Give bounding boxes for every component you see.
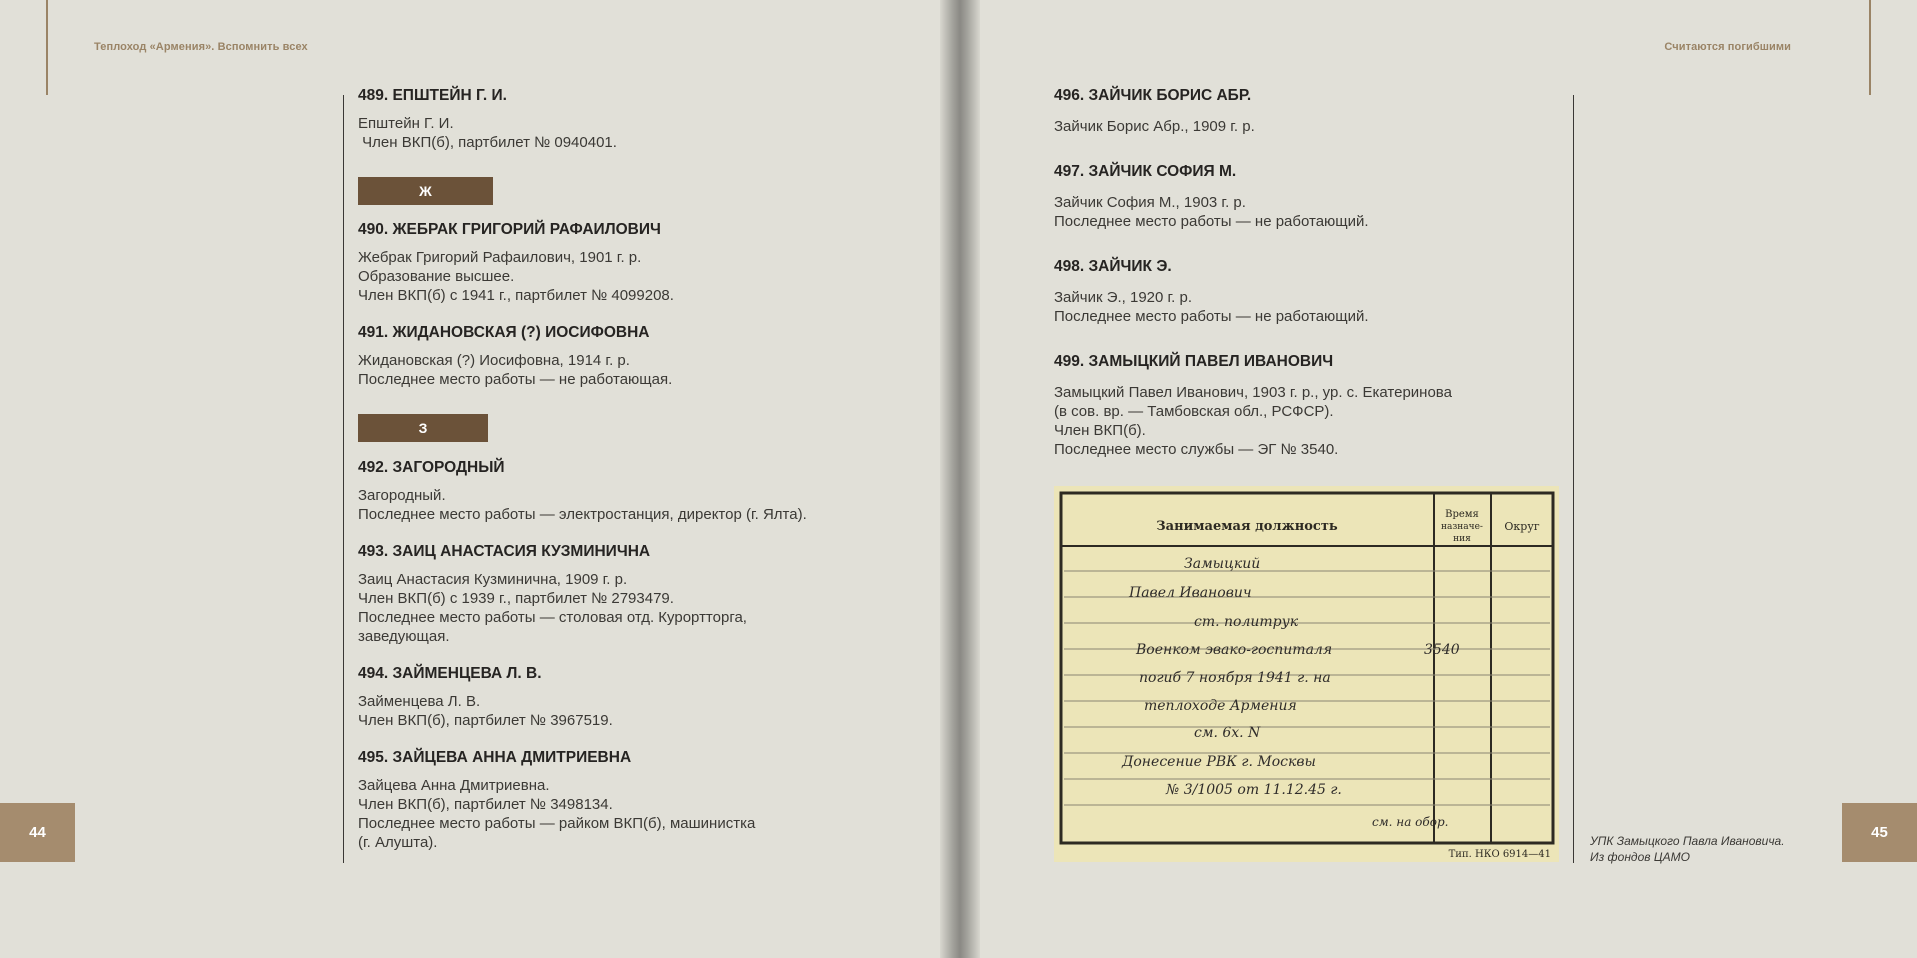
left-page <box>0 0 950 958</box>
entry-line: Зайчик Э., 1920 г. р. <box>1054 289 1193 306</box>
entry-title: 499. ЗАМЫЦКИЙ ПАВЕЛ ИВАНОВИЧ <box>1054 353 1334 370</box>
entry-body <box>1054 383 1554 459</box>
entry-line: Последнее место работы — не работающая. <box>358 371 673 388</box>
entry-line: Последнее место работы — не работающий. <box>1054 213 1369 230</box>
entry-line: Последнее место работы — столовая отд. Курортторга, <box>358 609 747 626</box>
entry-490 <box>358 220 918 305</box>
entry-title: 498. ЗАЙЧИК Э. <box>1054 258 1172 275</box>
handwriting-line: ст. политрук <box>1194 614 1299 630</box>
entry-body <box>1054 117 1554 136</box>
entry-line: Член ВКП(б), партбилет № 3967519. <box>358 712 613 729</box>
caption-line: УПК Замыцкого Павла Ивановича. <box>1590 834 1785 848</box>
entry-491 <box>358 323 918 389</box>
archive-card-image <box>1054 486 1559 862</box>
book-spine-gutter <box>940 0 980 958</box>
handwriting-line: 3540 <box>1424 642 1460 658</box>
entry-line: Последнее место работы — не работающий. <box>1054 308 1369 325</box>
entry-495 <box>358 748 918 852</box>
entry-line: Зайчик Борис Абр., 1909 г. р. <box>1054 118 1255 135</box>
card-print-footer: Тип. НКО 6914—41 <box>1448 849 1551 860</box>
entry-line: Член ВКП(б), партбилет № 3498134. <box>358 796 613 813</box>
entry-body <box>358 570 918 646</box>
left-text-column <box>358 86 918 852</box>
handwriting-line: Донесение РВК г. Москвы <box>1122 754 1316 770</box>
entry-line: Загородный. <box>358 487 446 504</box>
entry-title: 497. ЗАЙЧИК СОФИЯ М. <box>1054 163 1237 180</box>
handwriting-line: см. 6х. N <box>1194 725 1261 741</box>
handwriting-line: Павел Иванович <box>1129 585 1252 601</box>
caption-line: Из фондов ЦАМО <box>1590 850 1690 864</box>
left-running-title: Теплоход «Армения». Вспомнить всех <box>94 41 308 53</box>
entry-body <box>1054 193 1554 231</box>
page-number-left: 44 <box>0 803 75 862</box>
entry-line: Член ВКП(б). <box>1054 422 1146 439</box>
entry-492 <box>358 458 918 524</box>
entry-body <box>358 692 918 730</box>
handwriting-line: № 3/1005 от 11.12.45 г. <box>1166 782 1342 798</box>
entry-line: Член ВКП(б) с 1939 г., партбилет № 2793479. <box>358 590 674 607</box>
entry-title: 489. ЕПШТЕЙН Г. И. <box>358 87 507 104</box>
entry-498 <box>1054 257 1554 326</box>
handwriting-line: погиб 7 ноября 1941 г. на <box>1139 670 1331 686</box>
entry-line: Член ВКП(б) с 1941 г., партбилет № 4099208. <box>358 287 674 304</box>
card-col-time-label: ния <box>1453 534 1471 544</box>
entry-493 <box>358 542 918 646</box>
entry-line: (г. Алушта). <box>358 834 438 851</box>
entry-489 <box>358 86 918 152</box>
section-letter-zh: Ж <box>358 177 493 205</box>
right-text-column <box>1054 86 1554 459</box>
entry-line: Зайчик София М., 1903 г. р. <box>1054 194 1246 211</box>
entry-body <box>1054 288 1554 326</box>
page-number-right: 45 <box>1842 803 1917 862</box>
left-accent-line <box>46 0 48 95</box>
entry-title: 495. ЗАЙЦЕВА АННА ДМИТРИЕВНА <box>358 749 632 766</box>
entry-line: Последнее место службы — ЭГ № 3540. <box>1054 441 1339 458</box>
right-accent-line <box>1869 0 1871 95</box>
entry-title: 491. ЖИДАНОВСКАЯ (?) ИОСИФОВНА <box>358 324 650 341</box>
entry-line: Займенцева Л. В. <box>358 693 481 710</box>
entry-496 <box>1054 86 1554 136</box>
entry-line: Заиц Анастасия Кузминична, 1909 г. р. <box>358 571 628 588</box>
card-col-position-label: Занимаемая должность <box>1156 519 1338 534</box>
handwriting-line: Замыцкий <box>1184 556 1261 572</box>
handwriting-line: Военком эвако-госпиталя <box>1136 642 1333 658</box>
right-column-rule <box>1573 95 1574 863</box>
section-letter-z: З <box>358 414 488 442</box>
entry-body <box>358 351 918 389</box>
entry-body <box>358 248 918 305</box>
entry-line: Образование высшее. <box>358 268 515 285</box>
entry-line: Епштейн Г. И. <box>358 115 454 132</box>
entry-body <box>358 776 918 852</box>
entry-title: 496. ЗАЙЧИК БОРИС АБР. <box>1054 87 1252 104</box>
entry-497 <box>1054 162 1554 231</box>
entry-title: 493. ЗАИЦ АНАСТАСИЯ КУЗМИНИЧНА <box>358 543 651 560</box>
entry-line: заведующая. <box>358 628 450 645</box>
entry-494 <box>358 664 918 730</box>
entry-title: 490. ЖЕБРАК ГРИГОРИЙ РАФАИЛОВИЧ <box>358 221 661 238</box>
entry-499 <box>1054 352 1554 459</box>
entry-line: Зайцева Анна Дмитриевна. <box>358 777 550 794</box>
entry-title: 492. ЗАГОРОДНЫЙ <box>358 459 505 476</box>
right-running-title: Считаются погибшими <box>1664 41 1791 53</box>
entry-body <box>358 114 918 152</box>
handwriting-line: см. на обор. <box>1372 815 1449 829</box>
image-caption <box>1590 833 1785 865</box>
entry-line: Член ВКП(б), партбилет № 0940401. <box>358 134 617 151</box>
card-col-district-label: Округ <box>1504 520 1540 533</box>
entry-line: Последнее место работы — райком ВКП(б), машинистка <box>358 815 756 832</box>
entry-line: Замыцкий Павел Иванович, 1903 г. р., ур. с. Екатеринова <box>1054 384 1452 401</box>
entry-line: Жидановская (?) Иосифовна, 1914 г. р. <box>358 352 630 369</box>
handwriting-line: теплоходе Армения <box>1144 698 1297 714</box>
entry-line: (в сов. вр. — Тамбовская обл., РСФСР). <box>1054 403 1334 420</box>
entry-line: Последнее место работы — электростанция, директор (г. Ялта). <box>358 506 807 523</box>
entry-title: 494. ЗАЙМЕНЦЕВА Л. В. <box>358 665 542 682</box>
card-col-time-label: назначе- <box>1441 522 1483 532</box>
left-column-rule <box>343 95 344 863</box>
entry-line: Жебрак Григорий Рафаилович, 1901 г. р. <box>358 249 642 266</box>
entry-body <box>358 486 918 524</box>
card-col-time-label: Время <box>1445 509 1479 520</box>
